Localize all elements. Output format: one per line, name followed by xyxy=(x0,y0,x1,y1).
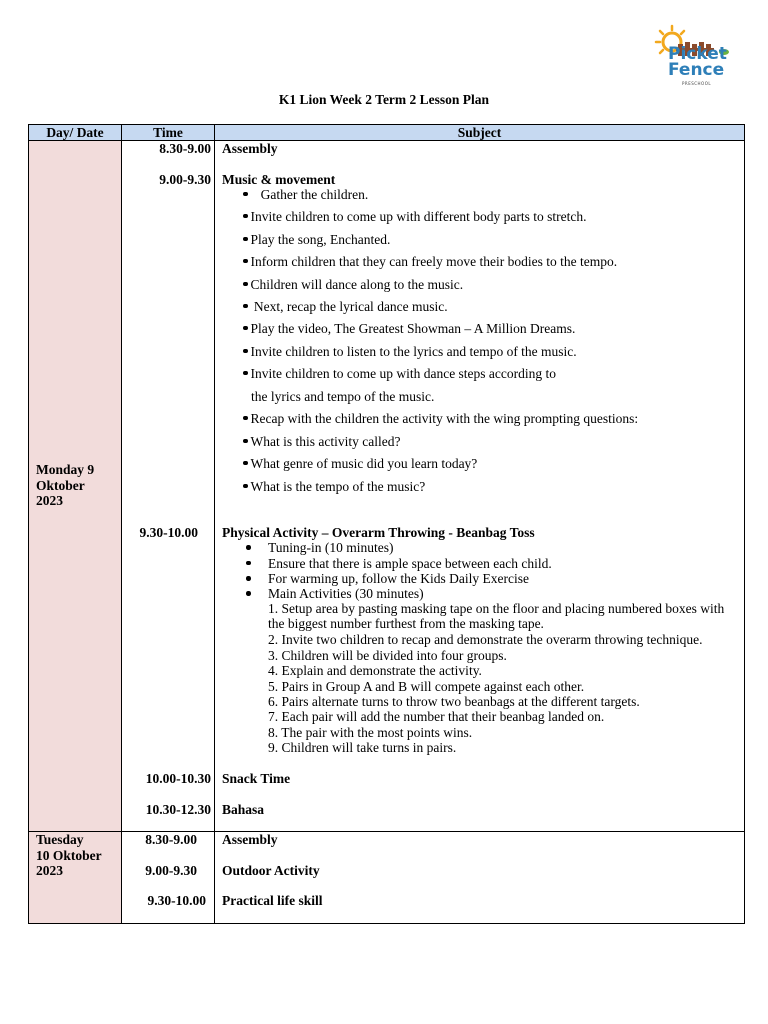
list-item: What is this activity called? xyxy=(243,434,400,449)
bullet-icon xyxy=(243,214,248,219)
table-header-row xyxy=(29,125,745,141)
bullet-icon xyxy=(246,576,251,581)
bullet-icon xyxy=(246,561,251,566)
logo-tagline: PRESCHOOL xyxy=(682,81,712,86)
logo-line2: Fence xyxy=(668,60,725,80)
time-slot: 9.00-9.30 xyxy=(145,863,197,878)
list-item: Invite children to listen to the lyrics and tempo of the music. xyxy=(243,344,577,359)
bullet-icon xyxy=(246,545,251,550)
subject-cell-monday xyxy=(215,141,745,832)
header-subject: Subject xyxy=(215,125,745,141)
subject-assembly: Assembly xyxy=(222,832,278,847)
tuesday-date-label: 10 Oktober xyxy=(36,847,102,863)
time-cell-tuesday xyxy=(122,832,215,924)
list-item: 4. Explain and demonstrate the activity. xyxy=(268,663,482,678)
list-item: Inform children that they can freely move their bodies to the tempo. xyxy=(243,254,617,269)
list-item: For warming up, follow the Kids Daily Exercise xyxy=(268,571,529,586)
tuesday-day-label: Tuesday xyxy=(36,832,84,847)
subject-physical-activity-title: Physical Activity – Overarm Throwing - Beanbag Toss xyxy=(222,525,535,540)
school-logo xyxy=(654,24,736,90)
list-item: Recap with the children the activity with the wing prompting questions: xyxy=(243,411,638,426)
list-item: Tuning-in (10 minutes) xyxy=(268,540,394,555)
list-item: Play the song, Enchanted. xyxy=(243,232,390,247)
subject-assembly: Assembly xyxy=(222,141,278,156)
table-row-tuesday xyxy=(29,832,745,924)
tuesday-year-label: 2023 xyxy=(36,863,63,878)
time-slot: 8.30-9.00 xyxy=(145,832,197,847)
table-row-monday xyxy=(29,141,745,832)
list-item: Main Activities (30 minutes) xyxy=(268,586,424,601)
day-cell-monday xyxy=(29,141,122,832)
list-item: 7. Each pair will add the number that their beanbag landed on. xyxy=(268,709,605,724)
time-slot: 10.30-12.30 xyxy=(145,802,211,817)
list-item: Play the video, The Greatest Showman – A Million Dreams. xyxy=(243,321,575,336)
header-day-date: Day/ Date xyxy=(29,125,122,141)
bullet-icon xyxy=(243,349,248,354)
monday-day-label: Monday 9 xyxy=(36,462,95,477)
list-item: Children will dance along to the music. xyxy=(243,277,463,292)
bullet-icon xyxy=(243,416,248,421)
list-item: the lyrics and tempo of the music. xyxy=(251,389,435,404)
list-item: Ensure that there is ample space between each child. xyxy=(268,556,552,571)
bullet-icon xyxy=(246,591,251,596)
list-item: 6. Pairs alternate turns to throw two beanbags at the different targets. xyxy=(268,694,640,709)
subject-music-title: Music & movement xyxy=(222,172,336,187)
time-slot: 9.00-9.30 xyxy=(159,172,211,187)
header-time: Time xyxy=(122,125,215,141)
page-title: K1 Lion Week 2 Term 2 Lesson Plan xyxy=(278,92,490,107)
logo-line1: Picket xyxy=(668,44,727,64)
bullet-icon xyxy=(243,371,248,376)
bullet-icon xyxy=(243,484,248,489)
list-item: 1. Setup area by pasting masking tape on the floor and placing numbered boxes with the biggest number furthest from the masking tape. xyxy=(268,601,725,632)
time-cell-monday xyxy=(122,141,215,832)
time-slot: 10.00-10.30 xyxy=(145,771,211,786)
bullet-icon xyxy=(243,304,248,309)
list-item: 8. The pair with the most points wins. xyxy=(268,724,473,740)
list-item: Invite children to come up with dance steps according to xyxy=(243,366,556,381)
monday-month-label: Oktober xyxy=(36,477,85,493)
list-item: What is the tempo of the music? xyxy=(243,479,425,494)
bullet-icon xyxy=(243,461,248,466)
monday-year-label: 2023 xyxy=(36,493,63,508)
time-slot: 8.30-9.00 xyxy=(159,141,211,156)
bullet-icon xyxy=(243,439,248,444)
time-slot: 9.30-10.00 xyxy=(147,893,206,908)
bullet-icon xyxy=(243,192,248,197)
list-item: 5. Pairs in Group A and B will compete against each other. xyxy=(268,678,585,694)
day-cell-tuesday xyxy=(29,832,122,924)
subject-outdoor-activity: Outdoor Activity xyxy=(222,863,320,878)
list-item: Gather the children. xyxy=(243,187,368,202)
list-item: What genre of music did you learn today? xyxy=(243,456,477,471)
list-item: 9. Children will take turns in pairs. xyxy=(268,740,457,755)
subject-snack-time: Snack Time xyxy=(222,771,291,786)
bullet-icon xyxy=(243,259,248,264)
subject-cell-tuesday xyxy=(215,832,745,924)
list-item: Invite children to come up with different body parts to stretch. xyxy=(243,209,587,224)
subject-practical-life-skill: Practical life skill xyxy=(222,893,323,908)
subject-bahasa: Bahasa xyxy=(222,802,265,817)
list-item: Next, recap the lyrical dance music. xyxy=(243,299,448,314)
bullet-icon xyxy=(243,282,248,287)
lesson-plan-table xyxy=(28,124,745,924)
list-item: 3. Children will be divided into four groups. xyxy=(268,647,507,663)
time-slot: 9.30-10.00 xyxy=(139,525,198,540)
bullet-icon xyxy=(243,326,248,331)
bullet-icon xyxy=(243,237,248,242)
list-item: 2. Invite two children to recap and demonstrate the overarm throwing technique. xyxy=(268,632,703,647)
